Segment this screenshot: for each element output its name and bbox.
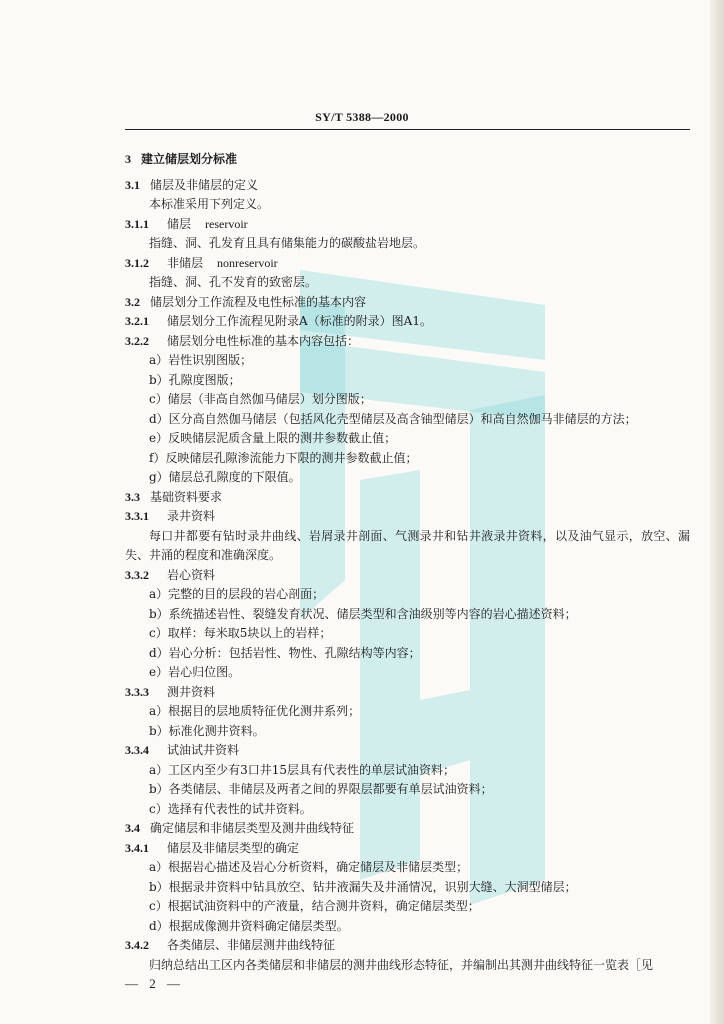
subsection-number: 3.1 <box>125 177 140 192</box>
clause-number: 3.2.1 <box>125 314 149 328</box>
subsection-title: 储层及非储层的定义 <box>150 177 259 192</box>
subsection-number: 3.3 <box>125 489 140 504</box>
clause-heading <box>125 332 690 352</box>
page-edge-shadow <box>710 0 724 1024</box>
clause-heading <box>125 254 690 274</box>
clause-number: 3.2.2 <box>125 333 149 348</box>
subsection-number: 3.2 <box>125 294 140 309</box>
section-title: 建立储层划分标准 <box>141 152 238 166</box>
list-item: e）岩心归位图。 <box>149 665 241 679</box>
clause-heading <box>125 936 690 956</box>
subsection-heading <box>125 176 690 196</box>
subsection-title: 储层划分工作流程及电性标准的基本内容 <box>150 294 367 309</box>
list-item: b）各类储层、非储层及两者之间的界限层都要有单层试油资料； <box>149 782 493 796</box>
standard-code: SY/T 5388—2000 <box>315 110 409 124</box>
subsection-heading <box>125 293 690 313</box>
clause-english-term: reservoir <box>205 216 248 231</box>
section-heading <box>125 150 690 170</box>
list-item: a）根据岩心描述及岩心分析资料，确定储层及非储层类型； <box>149 860 469 874</box>
clause-text: 储层 <box>167 216 192 231</box>
list-item: d）根据成像测井资料确定储层类型。 <box>149 918 349 933</box>
clause-text: 各类储层、非储层测井曲线特征 <box>167 938 336 952</box>
list-item: 指缝、洞、孔不发育的致密层。 <box>149 275 318 289</box>
clause-text: 储层划分电性标准的基本内容包括： <box>167 333 360 348</box>
list-item: d）岩心分析：包括岩性、物性、孔隙结构等内容； <box>149 645 421 660</box>
list-item: 归纳总结出工区内各类储层和非储层的测井曲线形态特征，并编制出其测井曲线特征一览表［见 <box>149 957 654 972</box>
clause-text: 储层划分工作流程见附录A（标准的附录）图A1。 <box>167 314 432 328</box>
subsection-heading <box>125 488 690 508</box>
clause-text: 非储层 <box>167 255 204 270</box>
clause-number: 3.3.2 <box>125 567 149 582</box>
list-item: a）完整的目的层段的岩心剖面； <box>149 587 325 601</box>
document-body <box>125 146 690 975</box>
list-item: b）系统描述岩性、裂缝发育状况、储层类型和含油级别等内容的岩心描述资料； <box>149 606 577 621</box>
list-item: a）根据目的层地质特征优化测井系列； <box>149 704 361 718</box>
clause-number: 3.4.1 <box>125 840 149 855</box>
list-item: g）储层总孔隙度的下限值。 <box>149 470 301 484</box>
clause-text: 试油试井资料 <box>167 743 240 757</box>
clause-number: 3.3.4 <box>125 743 149 757</box>
list-item: d）区分高自然伽马储层（包括风化壳型储层及高含铀型储层）和高自然伽马非储层的方法； <box>149 411 637 426</box>
list-item: c）取样：每米取5块以上的岩样； <box>149 626 332 640</box>
clause-heading <box>125 507 690 527</box>
clause-number: 3.3.3 <box>125 684 149 699</box>
list-item: 指缝、洞、孔发育且具有储集能力的碳酸盐岩地层。 <box>149 236 426 250</box>
subsection-title: 基础资料要求 <box>150 489 223 504</box>
clause-text: 录井资料 <box>167 509 216 523</box>
clause-text: 测井资料 <box>167 684 216 699</box>
clause-heading <box>125 215 690 235</box>
section-number: 3 <box>125 152 131 166</box>
clause-english-term: nonreservoir <box>217 255 278 270</box>
list-item: e）反映储层泥质含量上限的测井参数截止值； <box>149 431 397 445</box>
clause-number: 3.3.1 <box>125 509 149 523</box>
list-item: c）储层（非高自然伽马储层）划分图版； <box>149 392 372 406</box>
clause-number: 3.1.2 <box>125 255 149 270</box>
clause-text: 岩心资料 <box>167 567 216 582</box>
header-rule <box>125 129 690 130</box>
list-item: a）工区内至少有3口井15层具有代表性的单层试油资料； <box>149 762 456 777</box>
clause-heading <box>125 312 690 332</box>
subsection-number: 3.4 <box>125 821 140 835</box>
list-item: b）根据录井资料中钻具放空、钻井液漏失及井涌情况，识别大缝、大洞型储层； <box>149 879 577 894</box>
list-item: b）标准化测井资料。 <box>149 723 265 738</box>
clause-heading <box>125 566 690 586</box>
clause-heading <box>125 683 690 703</box>
list-item: c）选择有代表性的试井资料。 <box>149 801 312 816</box>
clause-number: 3.4.2 <box>125 938 149 952</box>
clause-number: 3.1.1 <box>125 216 149 231</box>
clause-heading <box>125 741 690 761</box>
paragraph: 每口井都要有钻时录井曲线、岩屑录井剖面、气测录井和钻井液录井资料，以及油气显示，放空、漏失、井涌的程度和准确深度。 <box>125 528 690 562</box>
clause-heading <box>125 839 690 859</box>
subsection-title: 确定储层和非储层类型及测井曲线特征 <box>150 821 355 835</box>
list-item: b）孔隙度图版； <box>149 372 241 387</box>
clause-text: 储层及非储层类型的确定 <box>167 840 300 855</box>
list-item: c）根据试油资料中的产液量，结合测井资料，确定储层类型； <box>149 899 480 913</box>
subsection-heading <box>125 819 690 839</box>
list-item: a）岩性识别图版； <box>149 353 253 367</box>
list-item: 本标准采用下列定义。 <box>149 197 270 211</box>
page-number: — 2 — <box>125 976 184 991</box>
list-item: f）反映储层孔隙渗流能力下限的测井参数截止值； <box>149 450 418 465</box>
